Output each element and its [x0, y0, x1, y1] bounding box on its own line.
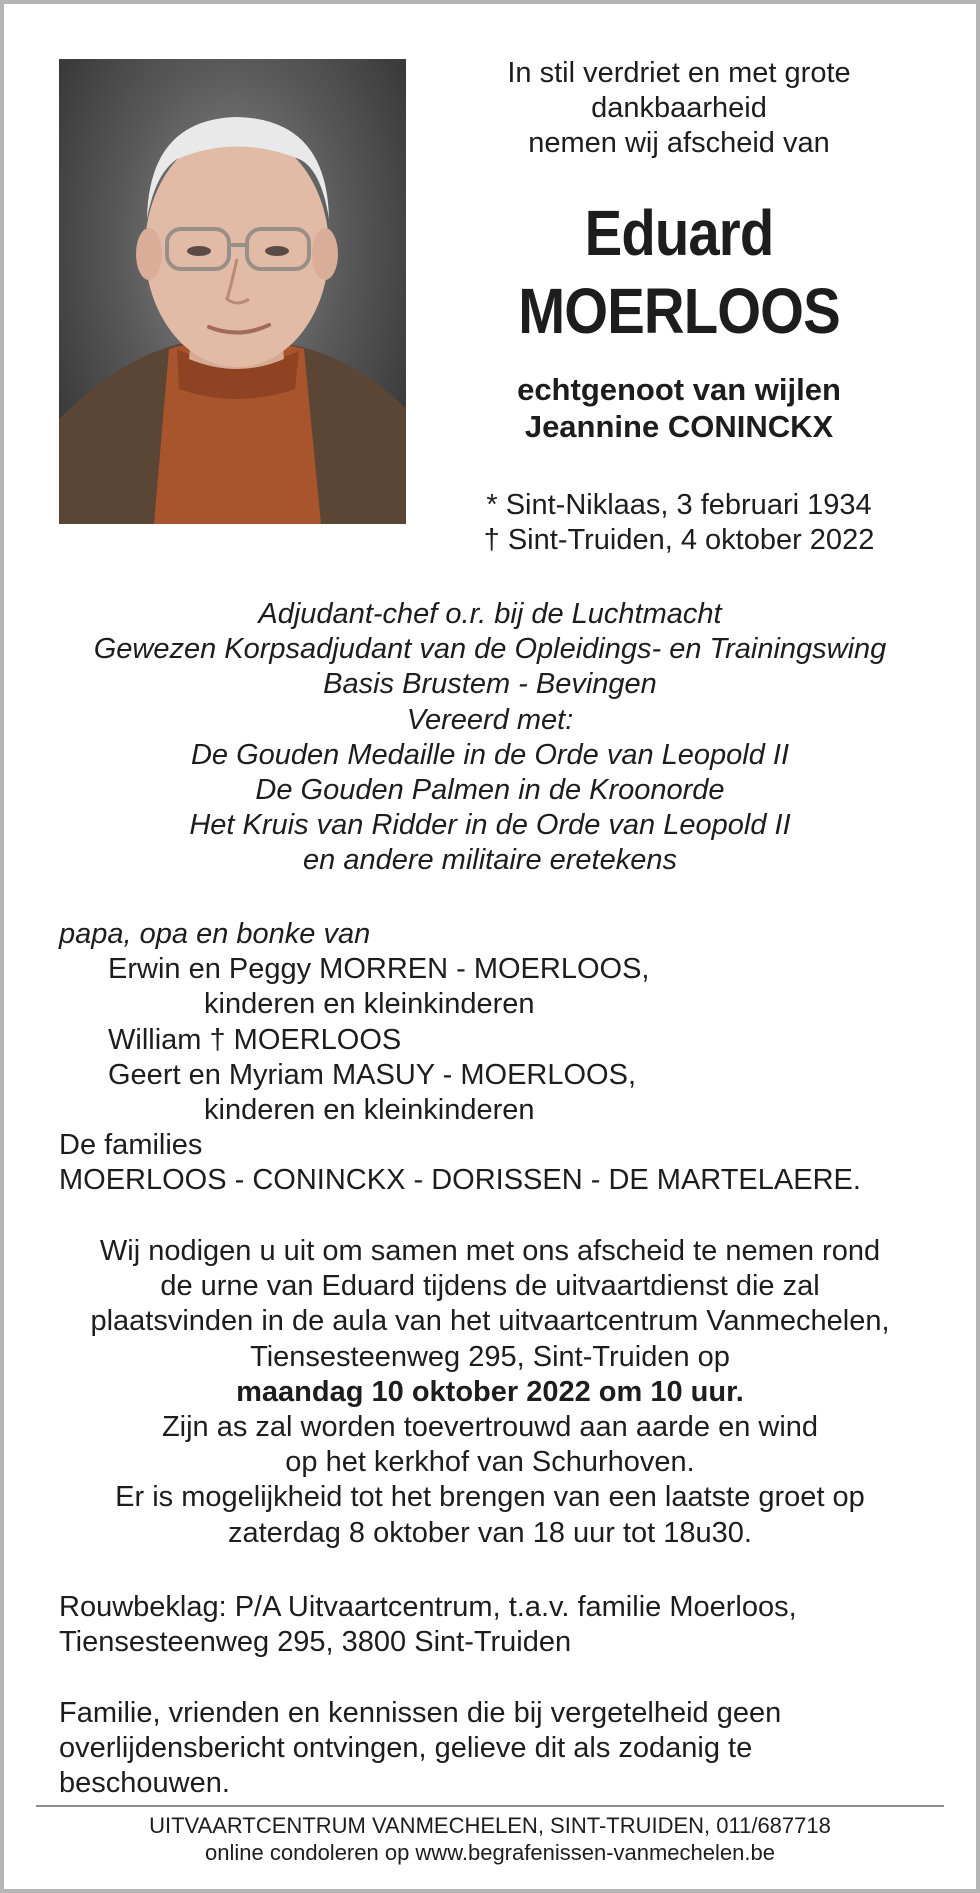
- service-date: maandag 10 oktober 2022 om 10 uur.: [236, 1375, 744, 1408]
- invitation-section: [4, 1234, 976, 1551]
- career-line: en andere militaire eretekens: [303, 844, 677, 877]
- notice-line: overlijdensbericht ontvingen, gelieve dit als zodanig te: [59, 1732, 753, 1764]
- families-label: De families: [59, 1129, 203, 1162]
- career-line: Het Kruis van Ridder in de Orde van Leopold II: [189, 809, 791, 842]
- family-intro: papa, opa en bonke van: [59, 918, 371, 950]
- death-date: † Sint-Truiden, 4 oktober 2022: [483, 524, 875, 556]
- portrait-photo: [59, 59, 406, 524]
- family-member: Erwin en Peggy MORREN - MOERLOOS,: [108, 953, 650, 986]
- spouse-line: echtgenoot van wijlen: [517, 372, 841, 407]
- intro-text: [449, 56, 909, 161]
- career-line: Adjudant-chef o.r. bij de Luchtmacht: [258, 598, 722, 630]
- career-line: De Gouden Medaille in de Orde van Leopold II: [190, 738, 790, 771]
- invitation-line: Wij nodigen u uit om samen met ons afscheid te nemen rond: [99, 1235, 881, 1267]
- family-section: [59, 917, 939, 1199]
- condolence-line: Rouwbeklag: P/A Uitvaartcentrum, t.a.v. familie Moerloos,: [59, 1591, 797, 1623]
- family-member: William † MOERLOOS: [108, 1023, 402, 1056]
- notice-line: Familie, vrienden en kennissen die bij vergetelheid geen: [59, 1697, 782, 1729]
- career-line: Vereerd met:: [406, 703, 574, 736]
- spouse-line: Jeannine CONINCKX: [524, 409, 834, 444]
- career-line: Gewezen Korpsadjudant van de Opleidings- en Trainingswing: [93, 633, 887, 666]
- birth-date: * Sint-Niklaas, 3 februari 1934: [486, 489, 872, 521]
- funeral-home-info: UITVAARTCENTRUM VANMECHELEN, SINT-TRUIDEN, 011/687718: [149, 1813, 831, 1838]
- invitation-line: de urne van Eduard tijdens de uitvaartdienst die zal: [160, 1270, 820, 1303]
- career-line: De Gouden Palmen in de Kroonorde: [255, 774, 725, 807]
- invitation-line: Zijn as zal worden toevertrouwd aan aarde en wind: [161, 1411, 819, 1444]
- intro-line: In stil verdriet en met grote: [507, 57, 851, 89]
- notice-text: [59, 1696, 959, 1801]
- family-member-sub: kinderen en kleinkinderen: [204, 1094, 535, 1127]
- families-names: MOERLOOS - CONINCKX - DORISSEN - DE MARTELAERE.: [59, 1164, 861, 1197]
- online-condolence-link[interactable]: online condoleren op www.begrafenissen-vanmechelen.be: [205, 1840, 775, 1865]
- spouse-info: [449, 371, 909, 445]
- invitation-line: Er is mogelijkheid tot het brengen van een laatste groet op: [115, 1481, 865, 1514]
- invitation-line: plaatsvinden in de aula van het uitvaartcentrum Vanmechelen,: [90, 1305, 890, 1338]
- invitation-line: Tiensesteenweg 295, Sint-Truiden op: [250, 1340, 730, 1373]
- invitation-line: zaterdag 8 oktober van 18 uur tot 18u30.: [228, 1516, 752, 1549]
- intro-line: dankbaarheid: [591, 92, 767, 124]
- footer: [4, 1812, 976, 1866]
- condolence-address: [59, 1590, 959, 1660]
- intro-line: nemen wij afscheid van: [528, 127, 830, 159]
- notice-line: beschouwen.: [59, 1767, 230, 1799]
- invitation-line: op het kerkhof van Schurhoven.: [285, 1446, 695, 1479]
- life-dates: [449, 488, 909, 558]
- condolence-line: Tiensesteenweg 295, 3800 Sint-Truiden: [59, 1626, 572, 1658]
- career-section: [4, 597, 976, 879]
- career-line: Basis Brustem - Bevingen: [323, 668, 657, 701]
- first-name: Eduard: [584, 197, 774, 269]
- portrait-icon: [59, 59, 406, 524]
- deceased-name: [477, 194, 882, 350]
- last-name: MOERLOOS: [518, 275, 840, 347]
- family-member: Geert en Myriam MASUY - MOERLOOS,: [108, 1058, 637, 1091]
- family-member-sub: kinderen en kleinkinderen: [204, 988, 535, 1021]
- footer-divider: [36, 1805, 944, 1807]
